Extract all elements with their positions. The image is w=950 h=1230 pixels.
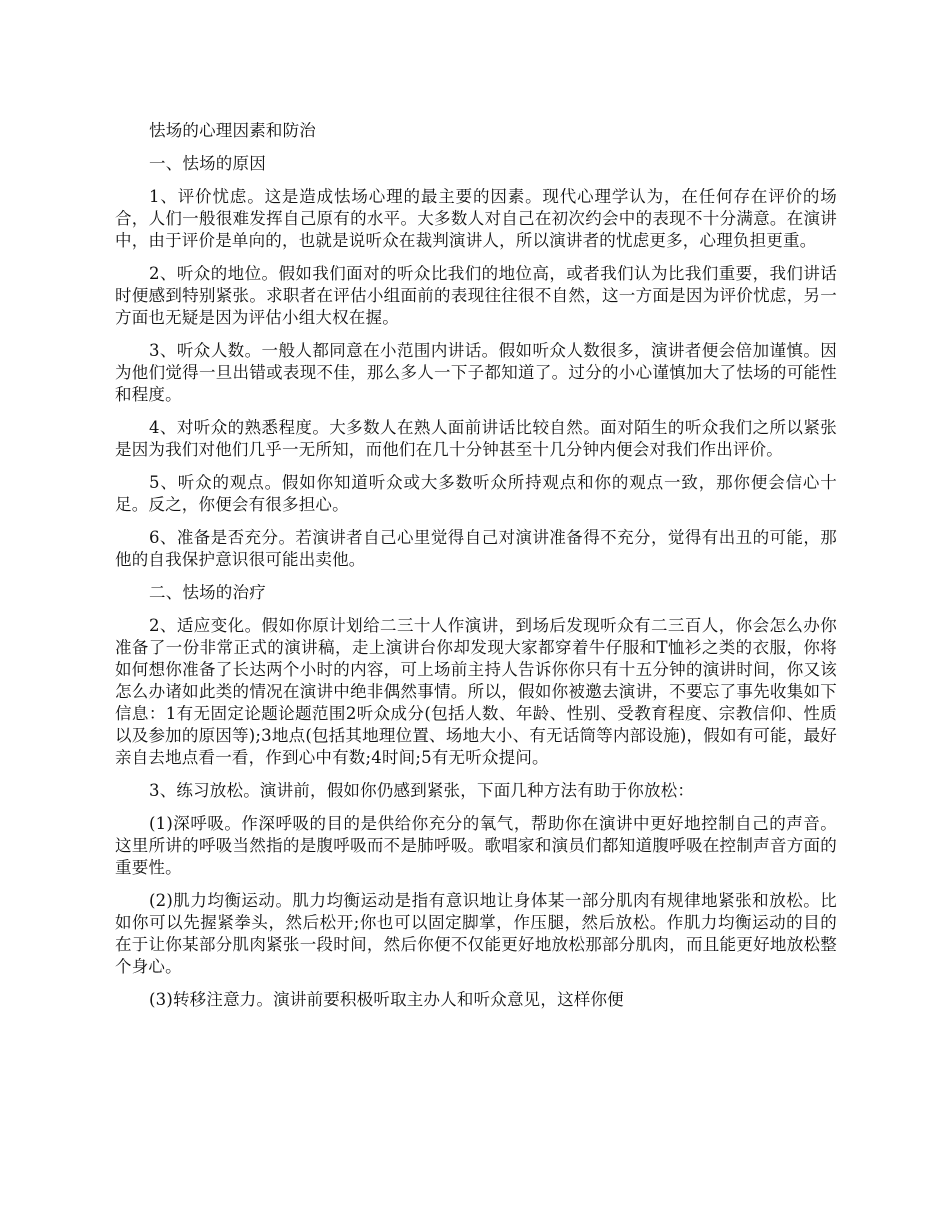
paragraph: (3)转移注意力。演讲前要积极听取主办人和听众意见，这样你便 (149, 990, 624, 1009)
paragraph: 2、听众的地位。假如我们面对的听众比我们的地位高，或者我们认为比我们重要，我们讲话时便感到特别紧张。求职者在评估小组面前的表现往往很不自然，这一方面是因为评价忧虑，另一方面也无疑是因为评估小组大权在握。 (115, 264, 837, 327)
paragraph: (2)肌力均衡运动。肌力均衡运动是指有意识地让身体某一部分肌肉有规律地紧张和放松。比如你可以先握紧拳头，然后松开;你也可以固定脚掌，作压腿，然后放松。作肌力均衡运动的目的在于让你某部分肌肉紧张一段时间，然后你便不仅能更好地放松那部分肌肉，而且能更好地放松整个身心。 (115, 891, 837, 976)
paragraph: 3、练习放松。演讲前，假如你仍感到紧张，下面几种方法有助于你放松： (149, 781, 695, 800)
section-heading-treatment: 二、怯场的治疗 (149, 583, 266, 602)
paragraph: 2、适应变化。假如你原计划给二三十人作演讲，到场后发现听众有二三百人，你会怎么办你准备了一份非常正式的演讲稿，走上演讲台你却发现大家都穿着牛仔服和T恤衫之类的衣服，你将如何想你准备了长达两个小时的内容，可上场前主持人告诉你你只有十五分钟的演讲时间，你又该怎么办诸如此类的情况在演讲中绝非偶然事情。所以，假如你被邀去演讲，不要忘了事先收集如下信息：1有无固定论题论题范围2听众成分(包括人数、年龄、性别、受教育程度、宗教信仰、性质以及参加的原因等);3地点(包括其地理位置、场地大小、有无话筒等内部设施)，假如有可能，最好亲自去地点看一看，作到心中有数;4时间;5有无听众提问。 (115, 616, 837, 767)
paragraph: 5、听众的观点。假如你知道听众或大多数听众所持观点和你的观点一致，那你便会信心十足。反之，你便会有很多担心。 (115, 473, 837, 514)
paragraph: 6、准备是否充分。若演讲者自己心里觉得自己对演讲准备得不充分，觉得有出丑的可能，那他的自我保护意识很可能出卖他。 (115, 528, 837, 569)
paragraph: (1)深呼吸。作深呼吸的目的是供给你充分的氧气，帮助你在演讲中更好地控制自己的声音。这里所讲的呼吸当然指的是腹呼吸而不是肺呼吸。歌唱家和演员们都知道腹呼吸在控制声音方面的重要性。 (115, 814, 837, 877)
document-page (115, 120, 837, 1022)
paragraph: 1、评价忧虑。这是造成怯场心理的最主要的因素。现代心理学认为，在任何存在评价的场合，人们一般很难发挥自己原有的水平。大多数人对自己在初次约会中的表现不十分满意。在演讲中，由于评价是单向的，也就是说听众在裁判演讲人，所以演讲者的忧虑更多，心理负担更重。 (115, 187, 837, 250)
document-title: 怯场的心理因素和防治 (149, 121, 316, 140)
section-heading-causes: 一、怯场的原因 (149, 154, 266, 173)
paragraph: 4、对听众的熟悉程度。大多数人在熟人面前讲话比较自然。面对陌生的听众我们之所以紧张是因为我们对他们几乎一无所知，而他们在几十分钟甚至十几分钟内便会对我们作出评价。 (115, 418, 837, 459)
paragraph: 3、听众人数。一般人都同意在小范围内讲话。假如听众人数很多，演讲者便会倍加谨慎。因为他们觉得一旦出错或表现不佳，那么多人一下子都知道了。过分的小心谨慎加大了怯场的可能性和程度。 (115, 341, 837, 404)
